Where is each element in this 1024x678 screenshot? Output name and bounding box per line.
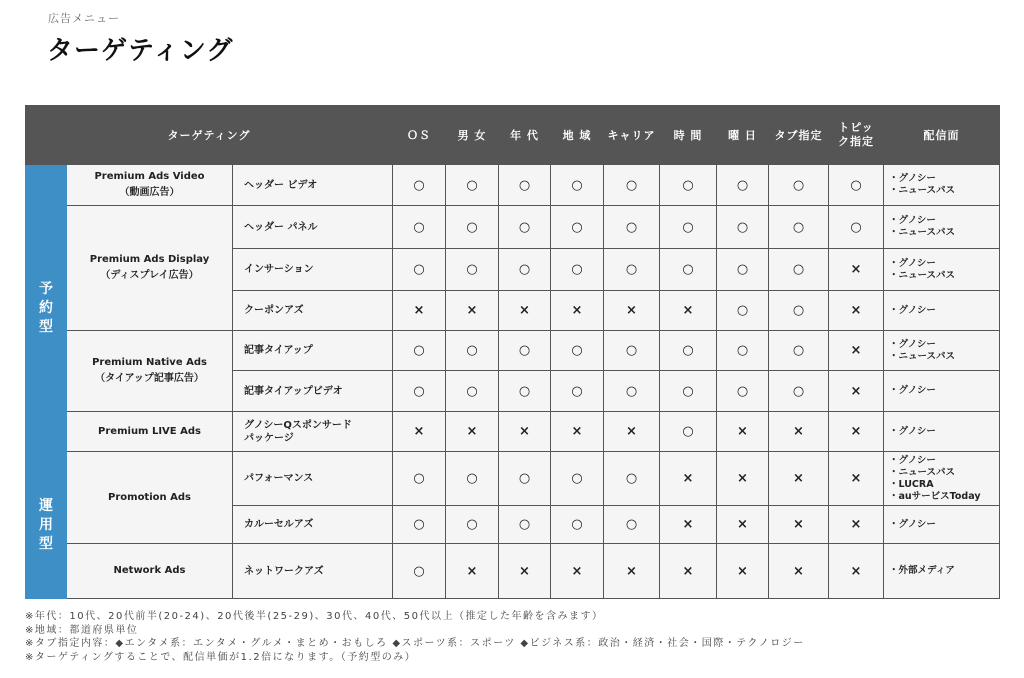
cell-region: × [551,544,604,599]
cell-topic: × [829,291,884,331]
cell-age: ○ [499,165,551,206]
cell-os: ○ [393,165,446,206]
cell-tab: ○ [769,331,829,371]
note-price: ※ターゲティングすることで、配信単価が1.2倍になります。（予約型のみ） [25,651,417,663]
col-time: 時 間 [660,106,717,165]
cell-carrier: × [604,412,660,452]
page-title: ターゲティング [47,36,234,66]
cell-gender: ○ [446,249,499,291]
cell-weekday: ○ [717,331,769,371]
cell-region: ○ [551,331,604,371]
table-row [26,206,1000,249]
product-live: Premium LIVE Ads [67,412,233,452]
cell-topic: × [829,371,884,412]
cell-weekday: ○ [717,165,769,206]
product-promotion: Promotion Ads [67,452,233,544]
cell-gender: ○ [446,206,499,249]
cell-os: × [393,412,446,452]
cell-os: ○ [393,249,446,291]
col-carrier: キャリア [604,106,660,165]
outlets-cell: ・グノシー ・ニュースパス [884,165,1000,206]
cell-age: × [499,544,551,599]
col-age: 年 代 [499,106,551,165]
cell-region: × [551,412,604,452]
outlets-cell: ・グノシー ・ニュースパス ・LUCRA ・auサービスToday [884,452,1000,506]
cell-carrier: ○ [604,331,660,371]
cell-region: ○ [551,165,604,206]
cell-time: × [660,452,717,506]
outlets-cell: ・グノシー ・ニュースパス [884,331,1000,371]
cell-topic: ○ [829,206,884,249]
cell-topic: × [829,506,884,544]
placement-name: クーポンアズ [233,291,393,331]
cell-age: ○ [499,249,551,291]
cell-weekday: × [717,544,769,599]
cell-time: ○ [660,249,717,291]
cell-time: × [660,544,717,599]
outlets-cell: ・グノシー [884,412,1000,452]
cell-age: ○ [499,371,551,412]
cell-weekday: ○ [717,291,769,331]
product-native: Premium Native Ads （タイアップ記事広告） [67,331,233,412]
placement-name: ヘッダー パネル [233,206,393,249]
cell-carrier: ○ [604,165,660,206]
cell-age: × [499,412,551,452]
cell-weekday: × [717,412,769,452]
placement-name: パフォーマンス [233,452,393,506]
cell-region: × [551,291,604,331]
cell-tab: × [769,412,829,452]
cell-time: × [660,291,717,331]
cell-gender: ○ [446,165,499,206]
table-row [26,165,1000,206]
cell-carrier: × [604,544,660,599]
col-os: ＯＳ [393,106,446,165]
cell-age: ○ [499,331,551,371]
cell-tab: × [769,506,829,544]
note-region: ※地域：都道府県単位 [25,624,139,636]
col-topic: トピック指定 [829,106,884,165]
cell-os: ○ [393,506,446,544]
outlets-cell: ・グノシー [884,291,1000,331]
placement-name: 記事タイアップ [233,331,393,371]
cell-gender: ○ [446,371,499,412]
cell-time: × [660,506,717,544]
cell-os: ○ [393,371,446,412]
cell-os: ○ [393,206,446,249]
cell-os: ○ [393,544,446,599]
cell-weekday: ○ [717,206,769,249]
outlets-cell: ・グノシー [884,506,1000,544]
placement-name: ヘッダー ビデオ [233,165,393,206]
placement-name: グノシーQスポンサード パッケージ [233,412,393,452]
cell-weekday: ○ [717,249,769,291]
cell-os: ○ [393,452,446,506]
cell-topic: × [829,331,884,371]
outlets-cell: ・グノシー [884,371,1000,412]
table-row [26,331,1000,371]
cell-region: ○ [551,371,604,412]
col-outlets: 配信面 [884,106,1000,165]
cell-topic: × [829,249,884,291]
cell-carrier: × [604,291,660,331]
outlets-cell: ・外部メディア [884,544,1000,599]
cell-time: ○ [660,412,717,452]
footnotes [25,610,1015,664]
cell-os: × [393,291,446,331]
col-gender: 男 女 [446,106,499,165]
cell-gender: ○ [446,452,499,506]
cell-region: ○ [551,452,604,506]
cell-carrier: ○ [604,506,660,544]
table-row [26,452,1000,506]
col-tab: タブ指定 [769,106,829,165]
cell-time: ○ [660,331,717,371]
cell-time: ○ [660,206,717,249]
targeting-table [25,105,1000,599]
col-weekday: 曜 日 [717,106,769,165]
cell-age: × [499,291,551,331]
cell-tab: ○ [769,249,829,291]
cell-topic: × [829,544,884,599]
cell-weekday: × [717,452,769,506]
product-display: Premium Ads Display （ディスプレイ広告） [67,206,233,331]
cell-carrier: ○ [604,452,660,506]
cell-tab: ○ [769,165,829,206]
cell-tab: ○ [769,206,829,249]
cell-region: ○ [551,206,604,249]
outlets-cell: ・グノシー ・ニュースパス [884,249,1000,291]
placement-name: 記事タイアップビデオ [233,371,393,412]
group-label-reserved: 予約型 [26,165,67,452]
group-label-operated: 運用型 [26,452,67,599]
col-region: 地 域 [551,106,604,165]
table-row [26,544,1000,599]
cell-topic: ○ [829,165,884,206]
cell-weekday: ○ [717,371,769,412]
placement-name: ネットワークアズ [233,544,393,599]
table-row [26,412,1000,452]
product-network: Network Ads [67,544,233,599]
product-video: Premium Ads Video （動画広告） [67,165,233,206]
breadcrumb: 広告メニュー [48,12,120,25]
cell-age: ○ [499,452,551,506]
cell-region: ○ [551,249,604,291]
placement-name: カルーセルアズ [233,506,393,544]
cell-topic: × [829,412,884,452]
cell-age: ○ [499,506,551,544]
note-tab: ※タブ指定内容：◆エンタメ系：エンタメ・グルメ・まとめ・おもしろ ◆スポーツ系：スポーツ ◆ビジネス系：政治・経済・社会・国際・テクノロジー [25,638,805,649]
cell-tab: ○ [769,291,829,331]
note-age: ※年代：10代、20代前半(20-24)、20代後半(25-29)、30代、40代、50代以上（推定した年齢を含みます） [25,611,604,622]
cell-carrier: ○ [604,206,660,249]
cell-time: ○ [660,165,717,206]
cell-tab: × [769,452,829,506]
cell-gender: × [446,544,499,599]
cell-tab: ○ [769,371,829,412]
cell-tab: × [769,544,829,599]
cell-topic: × [829,452,884,506]
cell-region: ○ [551,506,604,544]
outlets-cell: ・グノシー ・ニュースパス [884,206,1000,249]
cell-os: ○ [393,331,446,371]
cell-age: ○ [499,206,551,249]
cell-weekday: × [717,506,769,544]
cell-gender: ○ [446,331,499,371]
cell-gender: × [446,291,499,331]
cell-gender: ○ [446,506,499,544]
header-row [26,106,1000,165]
cell-carrier: ○ [604,249,660,291]
cell-carrier: ○ [604,371,660,412]
cell-time: ○ [660,371,717,412]
cell-gender: × [446,412,499,452]
placement-name: インサーション [233,249,393,291]
col-targeting: ターゲティング [26,106,393,165]
